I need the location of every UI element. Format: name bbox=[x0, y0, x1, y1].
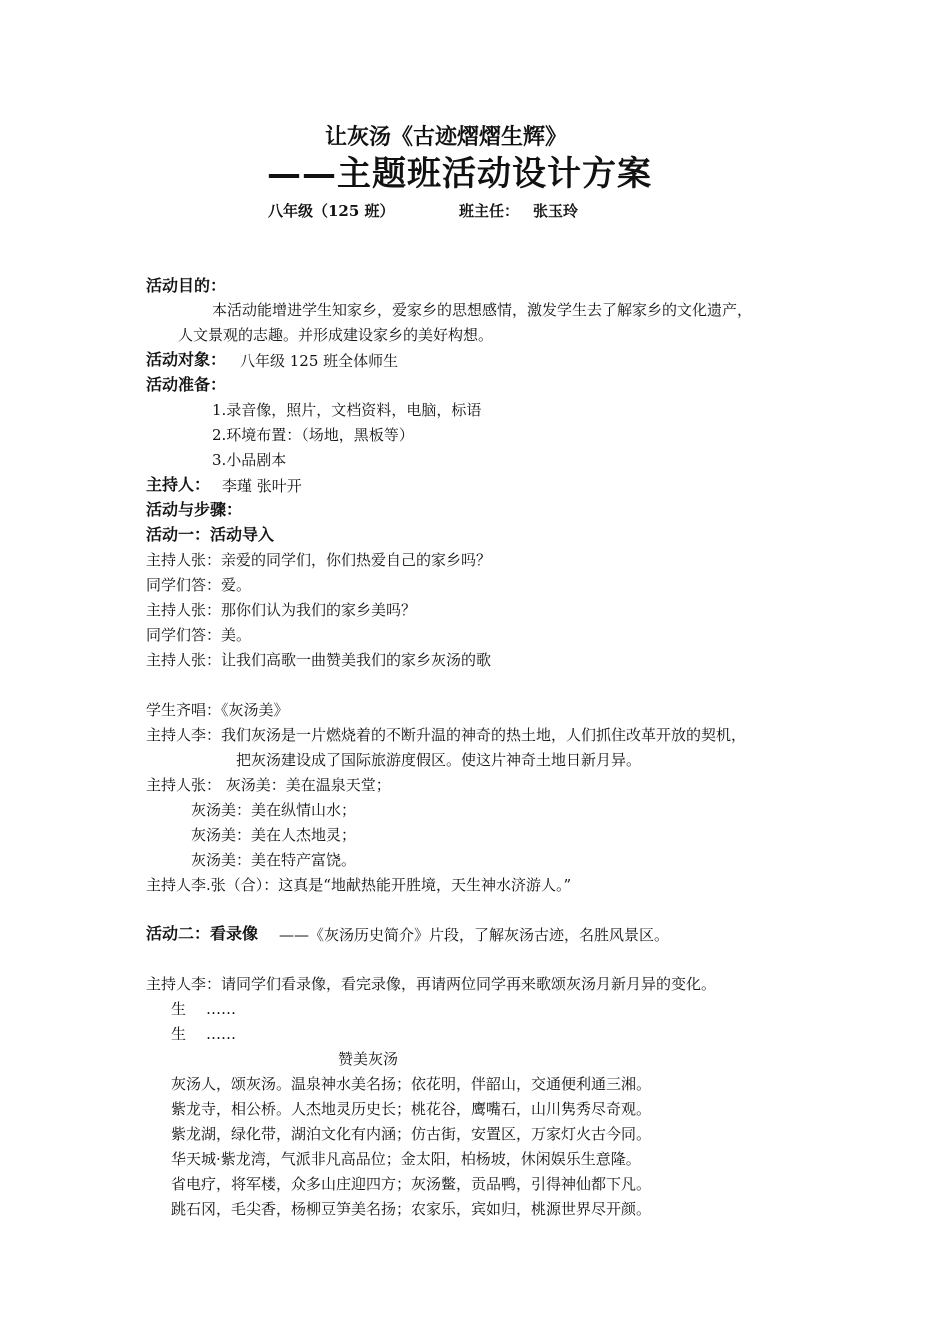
student-label: 生 bbox=[171, 1025, 187, 1043]
host-line: 主持人李：请同学们看录像，看完录像，再请两位同学再来歌颂灰汤月新月异的变化。 bbox=[146, 975, 717, 993]
beauty-line: 灰汤美：美在纵情山水； bbox=[191, 801, 357, 819]
grade-label: 八年级（125 班） bbox=[268, 202, 395, 220]
teacher-label: 班主任： bbox=[459, 202, 520, 220]
student-label: 生 bbox=[171, 1000, 187, 1018]
target-text: 八年级 125 班全体师生 bbox=[240, 352, 399, 370]
dialogue-line: 主持人张：亲爱的同学们，你们热爱自己的家乡吗？ bbox=[146, 551, 492, 569]
beauty-line: 灰汤美：美在特产富饶。 bbox=[191, 851, 357, 869]
teacher-name: 张玉玲 bbox=[533, 202, 579, 220]
song-line: 学生齐唱：《灰汤美》 bbox=[146, 701, 289, 719]
purpose-line-1: 本活动能增进学生知家乡，爱家乡的思想感情，激发学生去了解家乡的文化遗产， bbox=[212, 301, 753, 319]
poem-line: 省电疗，将军楼，众多山庄迎四方；灰汤鳖，贡品鸭，引得神仙都下凡。 bbox=[171, 1175, 652, 1193]
prep-heading: 活动准备： bbox=[146, 377, 227, 394]
prep-item: 2.环境布置：（场地，黑板等） bbox=[212, 426, 414, 444]
poem-line: 紫龙湖，绿化带，湖泊文化有内涵；仿古街，安置区，万家灯火古今同。 bbox=[171, 1125, 652, 1143]
target-heading: 活动对象： bbox=[146, 352, 227, 369]
poem-line: 灰汤人，颂灰汤。温泉神水美名扬；依花明，伴韶山，交通便利通三湘。 bbox=[171, 1075, 652, 1093]
prep-item: 3.小品剧本 bbox=[212, 451, 287, 469]
hosts-heading: 主持人： bbox=[146, 477, 211, 494]
poem-line: 跳石冈，毛尖香，杨柳豆笋美名扬；农家乐，宾如归，桃源世界尽开颜。 bbox=[171, 1200, 652, 1218]
poem-line: 紫龙寺，相公桥。人杰地灵历史长；桃花谷，鹰嘴石，山川隽秀尽奇观。 bbox=[171, 1100, 652, 1118]
dialogue-line: 同学们答：美。 bbox=[146, 626, 252, 644]
beauty-line: 灰汤美：美在人杰地灵； bbox=[191, 826, 357, 844]
dialogue-line: 主持人张：让我们高歌一曲赞美我们的家乡灰汤的歌 bbox=[146, 651, 492, 669]
activity2-heading: 活动二：看录像 bbox=[146, 926, 259, 943]
prep-item: 1.录音像，照片，文档资料，电脑，标语 bbox=[212, 401, 482, 419]
student-text: …… bbox=[206, 1025, 236, 1043]
purpose-line-2: 人文景观的志趣。并形成建设家乡的美好构想。 bbox=[178, 326, 494, 344]
steps-heading: 活动与步骤： bbox=[146, 502, 243, 519]
activity2-heading-rest: ——《灰汤历史简介》片段，了解灰汤古迹，名胜风景区。 bbox=[279, 926, 670, 944]
title-line-2: ——主题班活动设计方案 bbox=[267, 154, 652, 194]
activity1-heading: 活动一：活动导入 bbox=[146, 527, 275, 544]
dialogue-line: 同学们答：爱。 bbox=[146, 576, 252, 594]
closing-line: 主持人李.张（合）：这真是“地献热能开胜境，天生神水济游人。” bbox=[146, 876, 572, 894]
poem-line: 华天城·紫龙湾，气派非凡高品位；金太阳，柏杨坡，休闲娱乐生意隆。 bbox=[171, 1150, 641, 1168]
title-line-1: 让灰汤《古迹熠熠生辉》 bbox=[325, 124, 568, 150]
zhang-line: 主持人张： 灰汤美：美在温泉天堂； bbox=[146, 776, 391, 794]
student-text: …… bbox=[206, 1000, 236, 1018]
dialogue-line: 主持人张：那你们认为我们的家乡美吗？ bbox=[146, 601, 417, 619]
hosts-text: 李瑾 张叶开 bbox=[222, 477, 302, 495]
li-line-1: 主持人李：我们灰汤是一片燃烧着的不断升温的神奇的热土地，人们抓住改革开放的契机， bbox=[146, 726, 747, 744]
poem-title: 赞美灰汤 bbox=[338, 1050, 399, 1068]
purpose-heading: 活动目的： bbox=[146, 278, 227, 295]
li-line-2: 把灰汤建设成了国际旅游度假区。使这片神奇土地日新月异。 bbox=[236, 751, 642, 769]
